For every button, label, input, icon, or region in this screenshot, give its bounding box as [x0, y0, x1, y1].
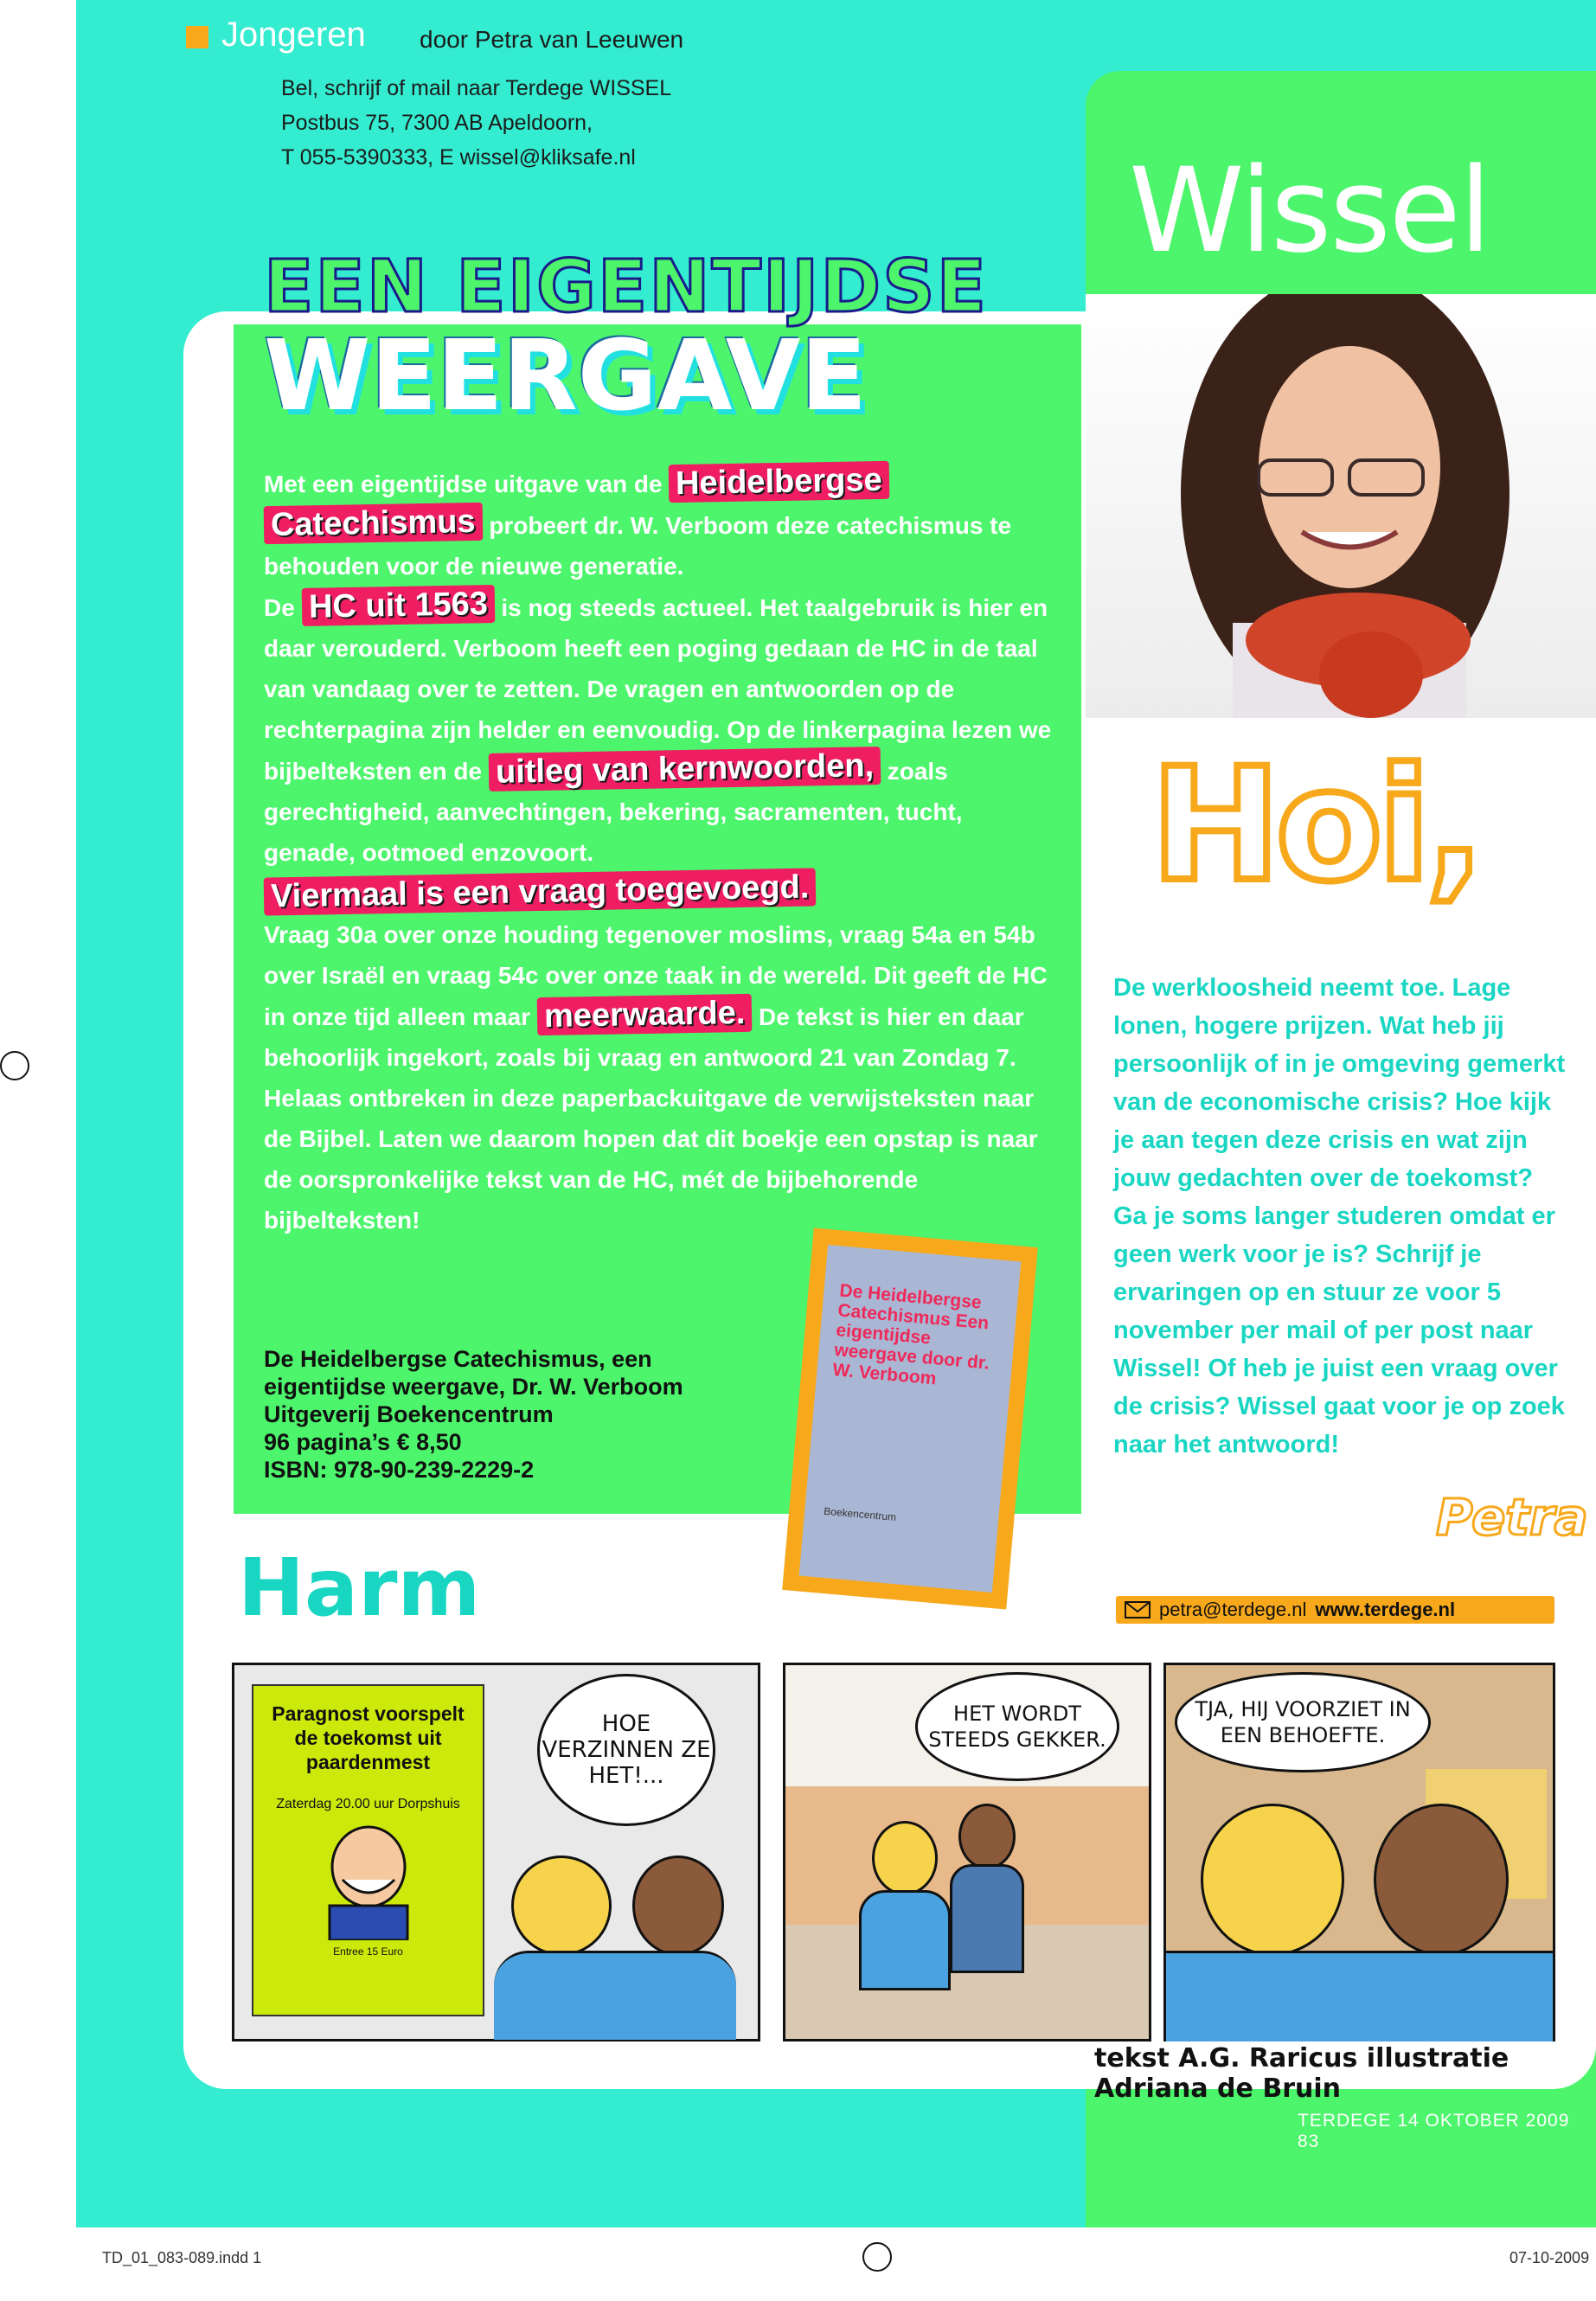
poster — [252, 1684, 484, 2016]
highlight-phrase: Heidelbergse — [669, 461, 889, 503]
characters-bodies — [1166, 1951, 1553, 2041]
envelope-icon — [1125, 1601, 1151, 1618]
friend-character-head — [632, 1856, 724, 1956]
author-photo — [1086, 294, 1596, 718]
harm-character-head — [872, 1821, 938, 1895]
greeting-heading: Hoi, — [1151, 735, 1480, 916]
harm-character-head — [511, 1856, 612, 1956]
comic-panel-1 — [232, 1663, 760, 2041]
contact-line: T 055-5390333, E wissel@kliksafe.nl — [281, 145, 636, 170]
poster-subtitle: Zaterdag 20.00 uur Dorpshuis — [276, 1797, 460, 1811]
portrait-illustration — [1086, 294, 1596, 718]
article-headline-line2: WEERGAVE — [264, 320, 867, 433]
comic-panel-3 — [1163, 1663, 1555, 2041]
book-cover-image — [782, 1227, 1038, 1609]
contact-line: Bel, schrijf of mail naar Terdege WISSEL — [281, 76, 672, 100]
characters-bodies — [494, 1951, 736, 2040]
book-detail-line: De Heidelbergse Catechismus, een — [264, 1346, 652, 1372]
friend-character-head — [1374, 1804, 1509, 1956]
article-body — [264, 463, 1060, 1240]
highlight-phrase: Catechismus — [264, 503, 483, 544]
body-text: De tekst is hier en daar behoorlijk ingekort, zoals bij vraag en antwoord 21 van Zondag 7. Helaas ontbreken in deze paperbackuitgave de verwijsteksten naar de Bijbel. Laten we daarom hopen dat dit boekje een opstap is naar de oorspronkelijke tekst van de HC, mét de bijbehorende bijbelteksten! — [264, 1003, 1038, 1234]
speech-bubble: HOE VERZINNEN ZE HET!... — [537, 1674, 715, 1826]
body-text: Met een eigentijdse uitgave van de — [264, 471, 663, 497]
comic-title: Harm — [238, 1541, 481, 1634]
book-detail-line: Uitgeverij Boekencentrum — [264, 1401, 554, 1427]
contact-line: Postbus 75, 7300 AB Apeldoorn, — [281, 111, 593, 135]
book-cover-panel — [799, 1245, 1022, 1593]
column-title: Wissel — [1129, 143, 1490, 279]
signature: Petra — [1436, 1488, 1588, 1547]
poster-footer: Entree 15 Euro — [333, 1945, 403, 1958]
sidebar-text: De werkloosheid neemt toe. Lage lonen, hogere prijzen. Wat heb jij persoonlijk of in je omgeving gemerkt van de economische crisis? Hoe kijk je aan tegen deze crisis en wat zijn jouw gedachten over de toekomst? Ga je soms langer studeren omdat er geen werk voor je is? Schrijf je ervaringen op en stuur ze voor 5 november per mail of per post naar Wissel! Of heb je juist een vraag over de crisis? Wissel gaat voor je op zoek naar het antwoord! — [1113, 974, 1566, 1458]
highlight-phrase: meerwaarde. — [537, 994, 753, 1035]
harm-character-body — [859, 1890, 951, 1990]
paragnost-figure — [282, 1819, 455, 1940]
file-info-right: 07-10-2009 — [1509, 2249, 1590, 2266]
speech-bubble: TJA, HIJ VOORZIET IN EEN BEHOEFTE. — [1175, 1672, 1431, 1772]
comic-credits: tekst A.G. Raricus illustratie Adriana de Bruin — [1094, 2043, 1509, 2104]
page-folio: TERDEGE 14 OKTOBER 2009 83 — [1298, 2111, 1570, 2151]
harm-character-head — [1201, 1804, 1344, 1956]
body-text: is nog steeds actueel. Het taalgebruik is hier en daar verouderd. Verboom heeft een poging gedaan de HC in de taal van vandaag over te zetten. De vragen en antwoorden op de rechterpagina zijn helder en eenvoudig. Op de linkerpagina lezen we bijbelteksten en de — [264, 594, 1052, 785]
highlight-phrase: uitleg van kernwoorden, — [489, 747, 881, 792]
book-cover-title: De Heidelbergse Catechismus Een eigentijdse weergave door dr. W. Verboom — [831, 1280, 990, 1389]
registration-mark-icon — [862, 2242, 892, 2272]
book-cover-publisher: Boekencentrum — [823, 1504, 897, 1524]
registration-mark-icon — [0, 1051, 29, 1080]
body-text: probeert dr. W. Verboom deze catechismus te behouden voor de nieuwe generatie. — [264, 512, 1012, 580]
email-link[interactable]: petra@terdege.nl — [1159, 1599, 1307, 1620]
body-text: zoals gerechtigheid, aanvechtingen, bekering, sacramenten, tucht, genade, ootmoed enzovoort. — [264, 758, 963, 866]
section-marker-icon — [186, 26, 208, 48]
book-detail-line: ISBN: 978-90-239-2229-2 — [264, 1457, 535, 1483]
friend-character-head — [958, 1804, 1016, 1869]
friend-character-body — [950, 1864, 1024, 1973]
highlight-phrase: HC uit 1563 — [301, 585, 495, 626]
author-line: door Petra van Leeuwen — [420, 26, 684, 53]
body-text: Vraag 30a over onze houding tegenover moslims, vraag 54a en 54b over Israël en vraag 54c over onze taak in de wereld. Dit geeft de HC in onze tijd alleen maar — [264, 921, 1048, 1030]
book-detail-line: eigentijdse weergave, Dr. W. Verboom — [264, 1374, 683, 1400]
file-info-left: TD_01_083-089.indd 1 — [102, 2249, 262, 2266]
highlight-phrase: Viermaal is een vraag toegevoegd. — [264, 868, 817, 915]
comic-panel-2 — [783, 1663, 1151, 2041]
article-headline-line1: EEN EIGENTIJDSE — [264, 244, 988, 329]
body-text: De — [264, 594, 295, 621]
section-label: Jongeren — [221, 16, 366, 54]
book-details — [264, 1345, 683, 1484]
website-link[interactable]: www.terdege.nl — [1315, 1599, 1456, 1620]
speech-bubble: HET WORDT STEEDS GEKKER. — [915, 1672, 1119, 1781]
contact-bar — [1116, 1596, 1554, 1624]
poster-title: Paragnost voorspelt de toekomst uit paardenmest — [272, 1702, 465, 1773]
book-detail-line: 96 pagina’s € 8,50 — [264, 1429, 462, 1455]
